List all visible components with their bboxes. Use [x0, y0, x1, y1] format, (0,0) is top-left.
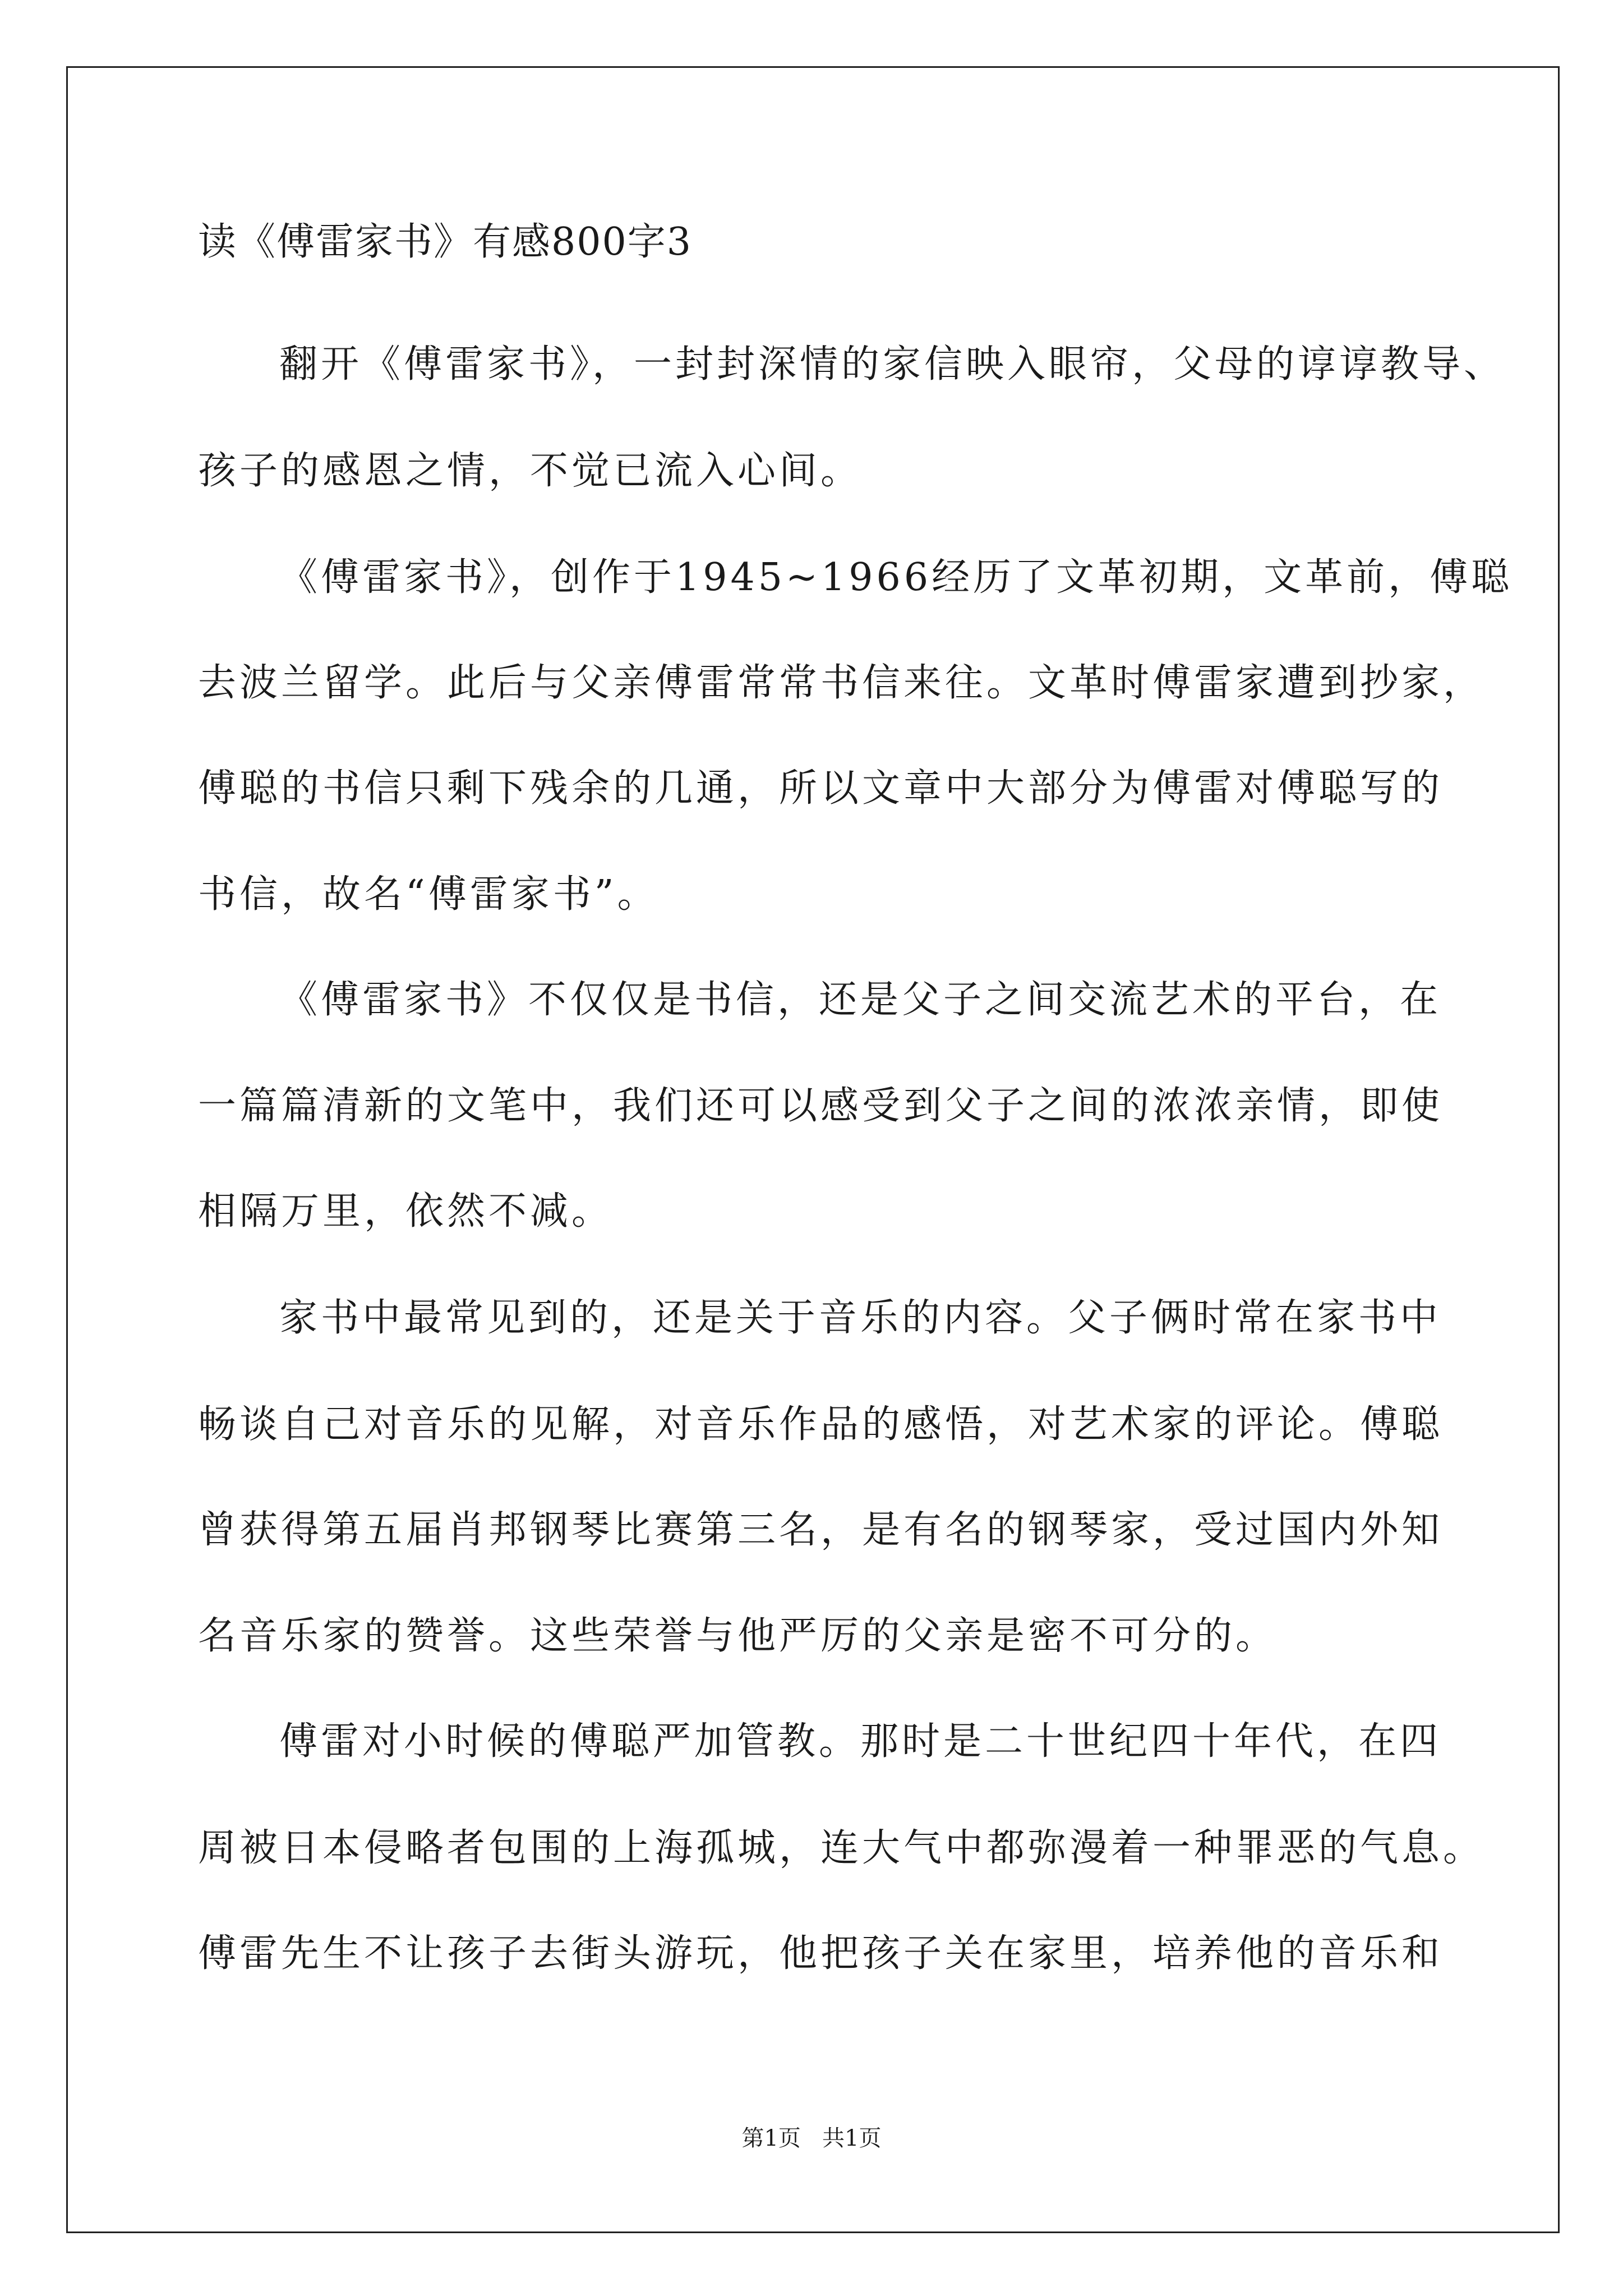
paragraph-line: 书信，故名“傅雷家书”。 [198, 872, 659, 917]
page-footer: 第1页 共1页 [741, 2125, 882, 2151]
paragraph-line: 傅雷对小时候的傅聪严加管教。那时是二十世纪四十年代，在四 [279, 1719, 1442, 1764]
paragraph-line: 《傅雷家书》，创作于1945~1966经历了文革初期，文革前，傅聪 [279, 555, 1513, 600]
page-border [66, 66, 1560, 2233]
paragraph-line: 一篇篇清新的文笔中，我们还可以感受到父子之间的浓浓亲情，即使 [198, 1084, 1444, 1128]
paragraph-line: 《傅雷家书》不仅仅是书信，还是父子之间交流艺术的平台，在 [279, 978, 1442, 1022]
paragraph-line: 翻开《傅雷家书》，一封封深情的家信映入眼帘，父母的谆谆教导、 [279, 342, 1506, 386]
paragraph-line: 傅聪的书信只剩下残余的几通，所以文章中大部分为傅雷对傅聪写的 [198, 766, 1444, 811]
paragraph-line: 曾获得第五届肖邦钢琴比赛第三名，是有名的钢琴家，受过国内外知 [198, 1508, 1444, 1552]
paragraph-line: 畅谈自己对音乐的见解，对音乐作品的感悟，对艺术家的评论。傅聪 [198, 1402, 1444, 1447]
paragraph-line: 傅雷先生不让孩子去街头游玩，他把孩子关在家里，培养他的音乐和 [198, 1931, 1444, 1976]
paragraph-line: 去波兰留学。此后与父亲傅雷常常书信来往。文革时傅雷家遭到抄家， [198, 661, 1485, 705]
document-title: 读《傅雷家书》有感800字3 [198, 220, 693, 264]
paragraph-line: 相隔万里，依然不减。 [198, 1189, 614, 1234]
paragraph-line: 家书中最常见到的，还是关于音乐的内容。父子俩时常在家书中 [279, 1296, 1442, 1340]
paragraph-line: 周被日本侵略者包围的上海孤城，连大气中都弥漫着一种罪恶的气息。 [198, 1826, 1485, 1870]
paragraph-line: 名音乐家的赞誉。这些荣誉与他严厉的父亲是密不可分的。 [198, 1614, 1278, 1658]
paragraph-line: 孩子的感恩之情，不觉已流入心间。 [198, 449, 863, 493]
